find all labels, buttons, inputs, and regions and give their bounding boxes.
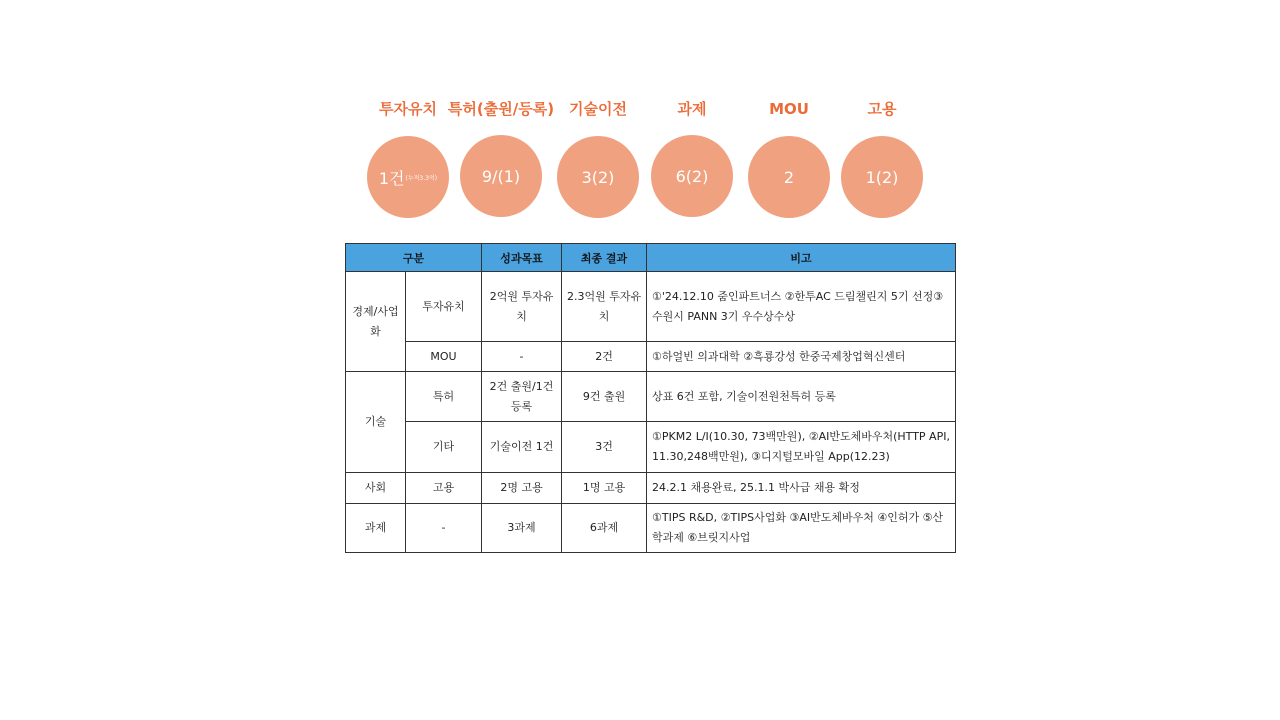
kpi-value: 3(2): [581, 167, 615, 187]
kpi-label: 과제: [677, 100, 707, 118]
result-cell: 2건: [562, 342, 647, 372]
table-row: [346, 372, 956, 422]
header-result: 최종 결과: [562, 244, 647, 272]
group-cell: 경제/사업화: [346, 272, 406, 372]
performance-table: [345, 243, 956, 553]
kpi-label: 기술이전: [569, 100, 627, 118]
item-cell: 투자유치: [406, 272, 482, 342]
item-cell: 고용: [406, 473, 482, 504]
kpi-value: 2: [783, 167, 795, 187]
note-cell: ①'24.12.10 줌인파트너스 ②한투AC 드림챌린지 5기 선정③ 수원시 PANN 3기 우수상수상: [647, 272, 956, 342]
table-row: [346, 342, 956, 372]
table-header-row: [346, 244, 956, 272]
header-target: 성과목표: [482, 244, 562, 272]
group-cell: 사회: [346, 473, 406, 504]
group-cell: 기술: [346, 372, 406, 473]
kpi-circle: [367, 136, 449, 218]
item-cell: 기타: [406, 422, 482, 473]
kpi-value: 1(2): [865, 167, 899, 187]
item-cell: 특허: [406, 372, 482, 422]
item-cell: -: [406, 504, 482, 553]
kpi-label: 특허(출원/등록): [447, 100, 555, 118]
kpi-circle: [841, 136, 923, 218]
result-cell: 1명 고용: [562, 473, 647, 504]
kpi-label: MOU: [769, 100, 809, 118]
kpi-employment: [822, 98, 942, 187]
table-row: [346, 272, 956, 342]
table-row: [346, 422, 956, 473]
note-cell: 24.2.1 채용완료, 25.1.1 박사급 채용 확정: [647, 473, 956, 504]
header-category: 구분: [346, 244, 482, 272]
target-cell: -: [482, 342, 562, 372]
kpi-circle: [651, 135, 733, 217]
item-cell: MOU: [406, 342, 482, 372]
kpi-value: 9/(1): [481, 166, 521, 186]
result-cell: 3건: [562, 422, 647, 473]
target-cell: 2건 출원/1건 등록: [482, 372, 562, 422]
kpi-circle: [557, 136, 639, 218]
result-cell: 9건 출원: [562, 372, 647, 422]
target-cell: 2명 고용: [482, 473, 562, 504]
table-row: [346, 504, 956, 553]
note-cell: ①TIPS R&D, ②TIPS사업화 ③AI반도체바우처 ④인허가 ⑤산학과제 ⑥브릿지사업: [647, 504, 956, 553]
kpi-value: 1건: [378, 168, 405, 188]
note-cell: ①PKM2 L/I(10.30, 73백만원), ②AI반도체바우처(HTTP API, 11.30,248백만원), ③디지털모바일 App(12.23): [647, 422, 956, 473]
result-cell: 2.3억원 투자유치: [562, 272, 647, 342]
note-cell: 상표 6건 포함, 기술이전원천특허 등록: [647, 372, 956, 422]
target-cell: 3과제: [482, 504, 562, 553]
target-cell: 기술이전 1건: [482, 422, 562, 473]
kpi-circle: [460, 135, 542, 217]
target-cell: 2억원 투자유치: [482, 272, 562, 342]
note-cell: ①하얼빈 의과대학 ②흑룡강성 한중국제창업혁신센터: [647, 342, 956, 372]
kpi-label: 투자유치: [379, 100, 437, 118]
kpi-label: 고용: [867, 100, 897, 118]
header-note: 비고: [647, 244, 956, 272]
kpi-circle: [748, 136, 830, 218]
result-cell: 6과제: [562, 504, 647, 553]
kpi-note: (누적3.3억): [405, 174, 438, 182]
kpi-value: 6(2): [675, 166, 709, 186]
group-cell: 과제: [346, 504, 406, 553]
table-row: [346, 473, 956, 504]
